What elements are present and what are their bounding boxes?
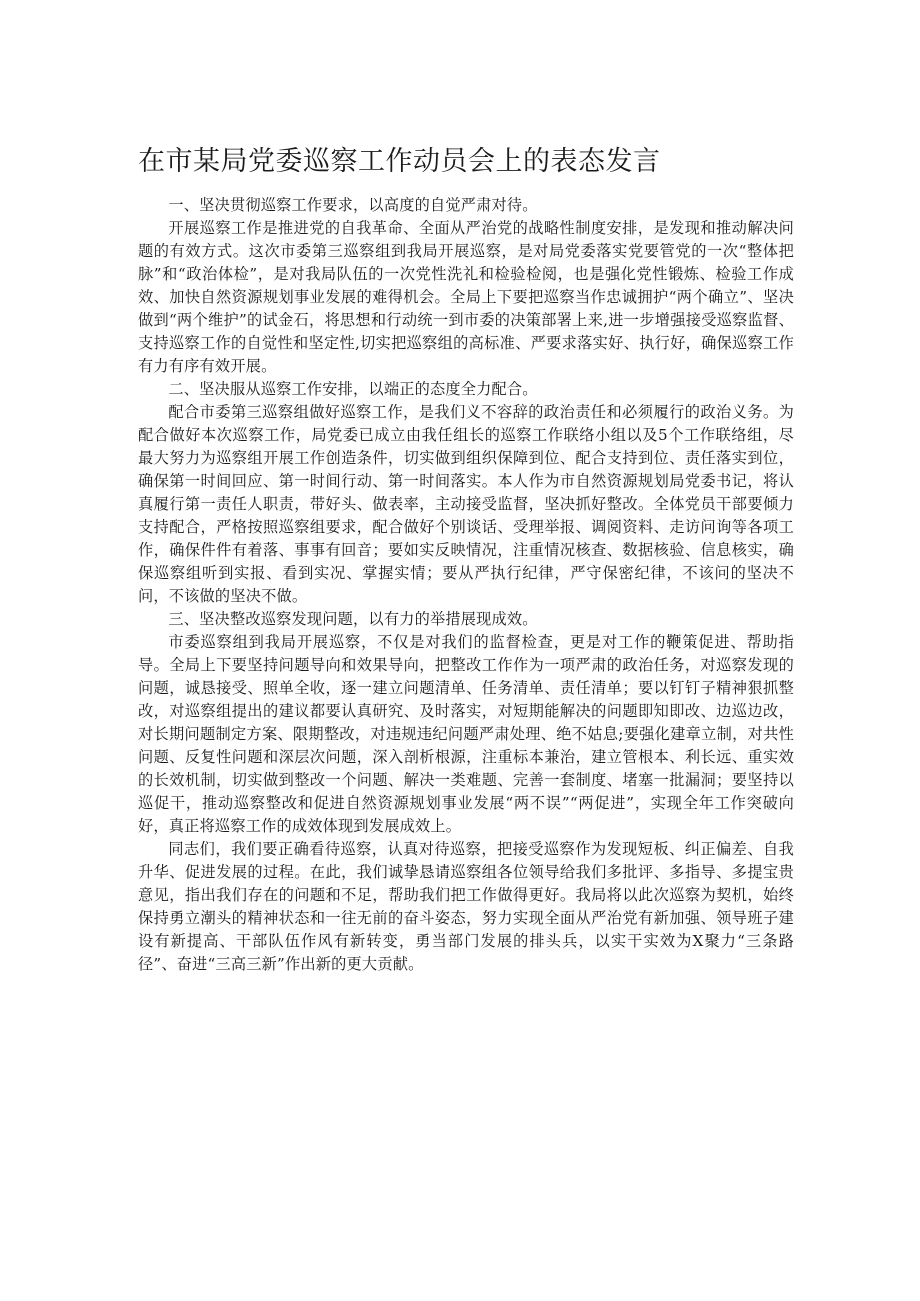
section-heading-2: 二、坚决服从巡察工作安排，以端正的态度全力配合。 [168,380,538,398]
document-page [138,140,794,976]
section-heading-1: 一、坚决贯彻巡察工作要求，以高度的自觉严肃对待。 [168,196,538,214]
body-paragraph-2: 配合市委第三巡察组做好巡察工作，是我们义不容辞的政治责任和必须履行的政治义务。为配合做好本次巡察工作，局党委已成立由我任组长的巡察工作联络小组以及5个工作联络组，尽最大努力为巡察组开展工作创造条件，切实做到组织保障到位、配合支持到位、责任落实到位，确保第一时间回应、第一时间行动、第一时间落实。本人作为市自然资源规划局党委书记，将认真履行第一责任人职责，带好头、做表率，主动接受监督，坚决抓好整改。全体党员干部要倾力支持配合，严格按照巡察组要求，配合做好个别谈话、受理举报、调阅资料、走访问询等各项工作，确保件件有着落、事事有回音；要如实反映情况，注重情况核查、数据核验、信息核实，确保巡察组听到实报、看到实况、掌握实情；要从严执行纪律，严守保密纪律，不该问的坚决不问，不该做的坚决不做。 [138,403,794,605]
body-paragraph-3: 市委巡察组到我局开展巡察，不仅是对我们的监督检查，更是对工作的鞭策促进、帮助指导。全局上下要坚持问题导向和效果导向，把整改工作作为一项严肃的政治任务，对巡察发现的问题，诚恳接受、照单全收，逐一建立问题清单、任务清单、责任清单；要以钉钉子精神狠抓整改，对巡察组提出的建议都要认真研究、及时落实，对短期能解决的问题即知即改、边巡边改，对长期问题制定方案、限期整改，对违规违纪问题严肃处理、绝不姑息;要强化建章立制，对共性问题、反复性问题和深层次问题，深入剖析根源，注重标本兼治，建立管根本、利长远、重实效的长效机制，切实做到整改一个问题、解决一类难题、完善一套制度、堵塞一批漏洞；要坚持以巡促干，推动巡察整改和促进自然资源规划事业发展“两不误”“两促进”，实现全年工作突破向好，真正将巡察工作的成效体现到发展成效上。 [138,633,794,835]
document-title: 在市某局党委巡察工作动员会上的表态发言 [138,146,661,177]
section-heading-3: 三、坚决整改巡察发现问题，以有力的举措展现成效。 [168,610,538,628]
body-paragraph-1: 开展巡察工作是推进党的自我革命、全面从严治党的战略性制度安排，是发现和推动解决问题的有效方式。这次市委第三巡察组到我局开展巡察，是对局党委落实党要管党的一次“整体把脉”和“政治体检”，是对我局队伍的一次党性洗礼和检验检阅，也是强化党性锻炼、检验工作成效、加快自然资源规划事业发展的难得机会。全局上下要把巡察当作忠诚拥护“两个确立”、坚决做到“两个维护”的试金石，将思想和行动统一到市委的决策部署上来,进一步增强接受巡察监督、支持巡察工作的自觉性和坚定性,切实把巡察组的高标准、严要求落实好、执行好，确保巡察工作有力有序有效开展。 [138,219,794,375]
closing-paragraph: 同志们，我们要正确看待巡察，认真对待巡察，把接受巡察作为发现短板、纠正偏差、自我升华、促进发展的过程。在此，我们诚挚恳请巡察组各位领导给我们多批评、多指导、多提宝贵意见，指出我们存在的问题和不足，帮助我们把工作做得更好。我局将以此次巡察为契机，始终保持勇立潮头的精神状态和一往无前的奋斗姿态，努力实现全面从严治党有新加强、领导班子建设有新提高、干部队伍作风有新转变，勇当部门发展的排头兵，以实干实效为X聚力“三条路径”、奋进“三高三新”作出新的更大贡献。 [138,840,794,973]
